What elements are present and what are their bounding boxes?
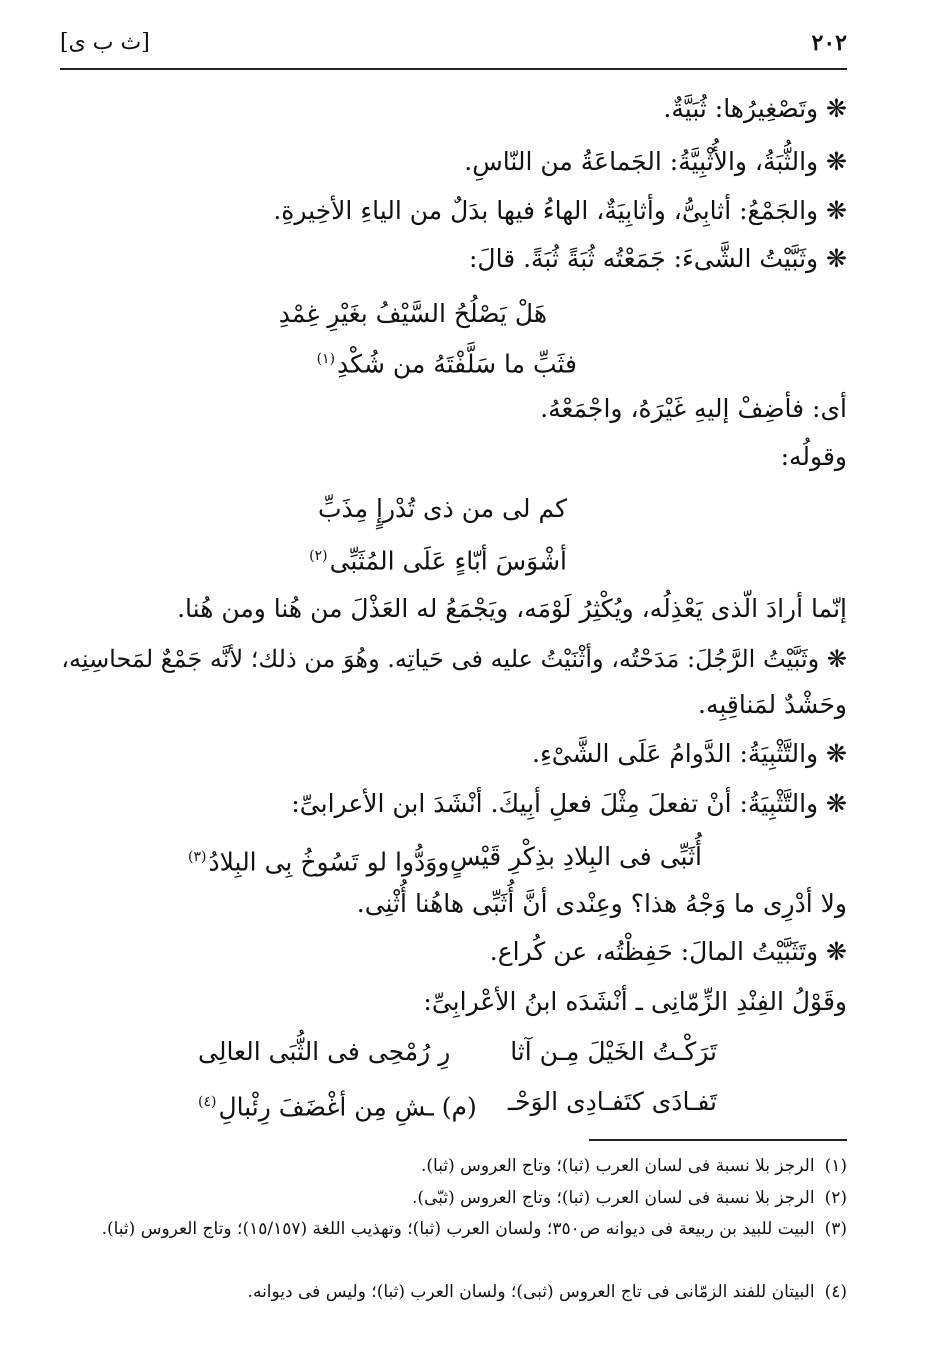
verse-hemistich-second: رِ رُمْحِى فى الثُّبَى العالِى (198, 1037, 451, 1066)
text-line: أى: فأضِفْ إليهِ غَيْرَهُ، واجْمَعْهُ. (540, 394, 847, 423)
verse-text: (م) ـشِ مِن أغْضَفَ رِئْبالِ (218, 1092, 477, 1122)
footnote-number: (١) (824, 1156, 847, 1176)
footnote-marker: (٢) (309, 548, 328, 564)
footnote-text: البيت للبيد بن ربيعة فى ديوانه ص٣٥٠؛ ولسان العرب (ثبا)؛ وتهذيب اللغة (١٥/١٥٧)؛ وتاج العروس (ثبا). (101, 1219, 815, 1239)
root-letters-label: [ث ب ى] (60, 30, 150, 55)
header-divider (60, 68, 847, 70)
text-line: إنّما أرادَ الّذى يَعْذِلُه، ويُكْثِرُ لَوْمَه، ويَجْمَعُ له العَذْلَ من هُنا ومن هُنا. (177, 594, 847, 623)
text-line: ❋ وثَبَّيْتُ الشَّىءَ: جَمَعْتُه ثُبَةً ثُبَةً. قالَ: (468, 244, 847, 273)
text-line: ❋ وتَصْغِيرُها: ثُبَيَّةٌ. (663, 94, 847, 123)
verse-hemistich-first: تَرَكْـتُ الخَيْلَ مِـن آثا (510, 1037, 717, 1066)
text-line: وقَوْلُ الفِنْدِ الزِّمّانِى ـ أنْشَدَه ابنُ الأعْرابِىِّ: (423, 987, 847, 1016)
verse-line: هَلْ يَصْلُحُ السَّيْفُ بغَيْرِ غِمْدِ (278, 299, 547, 328)
verse-hemistich-first: أُثَبِّى فى البِلادِ بذِكْرِ قَيْسٍ (449, 842, 702, 871)
verse-hemistich-second (188, 838, 449, 881)
footnote (60, 1215, 847, 1243)
text-line: وقولُه: (780, 442, 847, 471)
footnote-text: الرجز بلا نسبة فى لسان العرب (ثبا)؛ وتاج العروس (ثبا). (421, 1156, 815, 1176)
text-line: ❋ وتَثَبَّيْتُ المالَ: حَفِظْتُه، عن كُراع. (489, 937, 847, 966)
footnote-marker: (٣) (188, 849, 207, 865)
page-header (60, 30, 847, 66)
footnote-marker: (٤) (198, 1094, 217, 1110)
footnote-number: (٣) (824, 1219, 847, 1239)
verse-line: كم لى من ذى تُدْرإٍ مِذَبِّ (318, 494, 567, 523)
verse-text: ووَدُّوا لو تَسُوخُ بِى البِلادُ (208, 847, 450, 877)
footnote (60, 1152, 847, 1180)
verse-text: أشْوَسَ أبّاءٍ عَلَى المُثَبِّى (329, 546, 567, 576)
verse-text: فثَبِّ ما سَلَّفْتَهُ من شُكْدِ (337, 349, 577, 379)
verse-hemistich-first: تَفـادَى كتَفـادِى الوَحْـ (507, 1087, 717, 1116)
text-line: وحَشْدٌ لمَناقِبِه. (698, 690, 847, 719)
footnote-marker: (١) (316, 351, 336, 367)
footnote-number: (٤) (824, 1282, 847, 1302)
footnote (60, 1278, 847, 1306)
text-line: ❋ والجَمْعُ: أثابِىُّ، وأثابِيَةٌ، الهاءُ فيها بدَلٌ من الياءِ الأخِيرةِ. (273, 196, 847, 225)
verse-hemistich-second (198, 1083, 477, 1126)
footnote-number: (٢) (824, 1188, 847, 1208)
text-line: ❋ وثَبَّيْتُ الرَّجُلَ: مَدَحْتُه، وأثْنَيْتُ عليه فى حَياتِه. وهُوَ من ذلك؛ لأنَّه جَمْعٌ لمَحاسِنِه، (61, 645, 847, 673)
footnote-divider (589, 1139, 847, 1141)
verse-line (309, 537, 567, 580)
text-line: ❋ والتَّثْبِيَةُ: الدَّوامُ عَلَى الشَّىْءِ. (532, 739, 847, 768)
page-number: ٢٠٢ (811, 30, 847, 56)
text-line: ❋ والتَّثْبِيَةُ: أنْ تفعلَ مِثْلَ فعلِ أبِيكَ. أنْشَدَ ابن الأعرابىِّ: (291, 789, 847, 818)
verse-line (317, 340, 577, 383)
text-line: ❋ والثُّبَةُ، والأُثْبِيَّةُ: الجَماعَةُ من النّاسِ. (464, 147, 847, 176)
footnote-text: الرجز بلا نسبة فى لسان العرب (ثبا)؛ وتاج العروس (ثبّى). (412, 1188, 815, 1208)
footnote-text: البيتان للفند الزمّانى فى تاج العروس (ثبى)؛ ولسان العرب (ثبا)؛ وليس فى ديوانه. (247, 1282, 815, 1302)
text-line: ولا أدْرِى ما وَجْهُ هذا؟ وعِنْدى أنَّ أُثَبِّى هاهُنا أُثْنِى. (356, 889, 847, 918)
footnote (60, 1184, 847, 1212)
